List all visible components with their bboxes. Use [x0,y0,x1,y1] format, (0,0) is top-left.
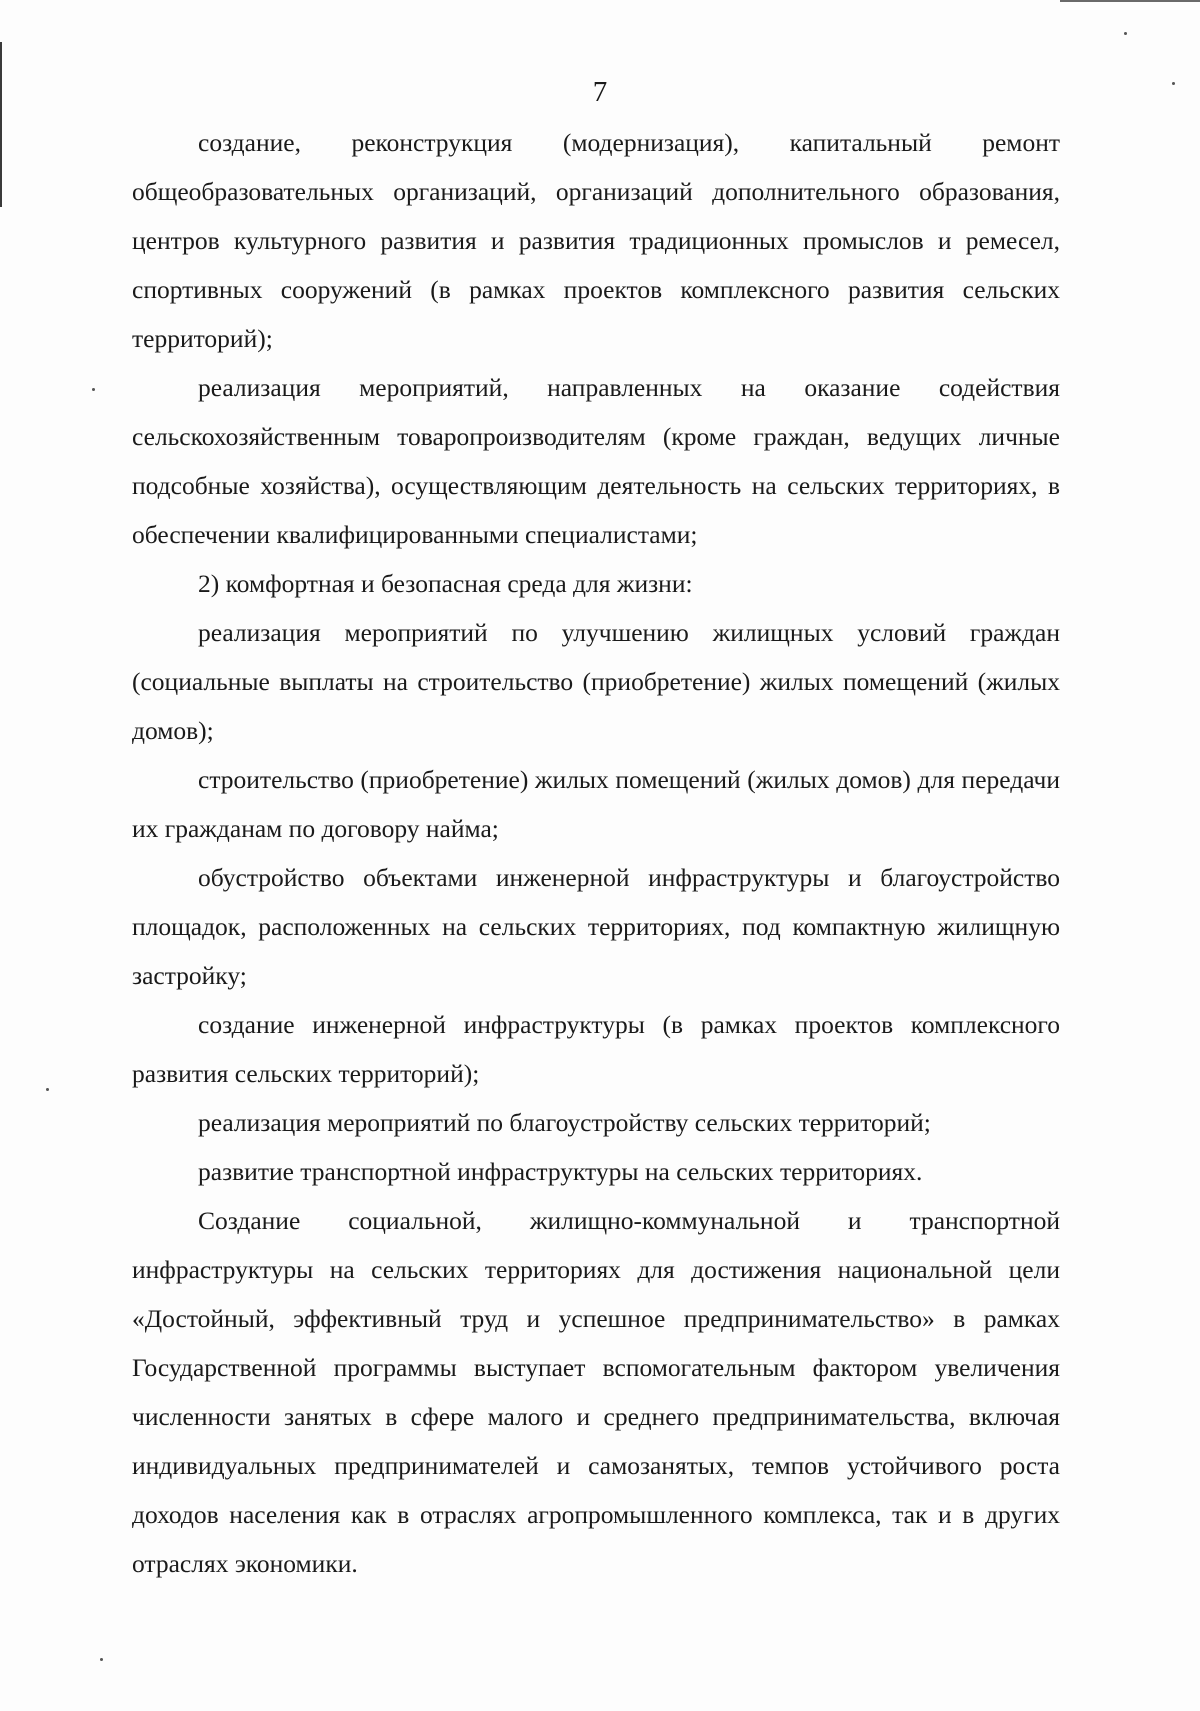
paragraph: реализация мероприятий по улучшению жилищных условий граждан (социальные выплаты на строительство (приобретение) жилых помещений (жилых домов); [132,618,1060,745]
scan-speck [46,1088,49,1091]
paragraph: реализация мероприятий по благоустройству сельских территорий; [198,1108,931,1137]
scan-speck [92,388,95,391]
paragraph: создание инженерной инфраструктуры (в рамках проектов комплексного развития сельских территорий); [132,1010,1060,1088]
scan-speck [100,1658,103,1661]
paragraph: строительство (приобретение) жилых помещений (жилых домов) для передачи их гражданам по договору найма; [132,765,1060,843]
scan-top-line [1060,0,1200,2]
paragraph: создание, реконструкция (модернизация), капитальный ремонт общеобразовательных организаций, организаций дополнительного образования, центров культурного развития и развития традиционных промыслов и ремесел, спортивных сооружений (в рамках проектов комплексного развития сельских территорий); [132,128,1060,353]
paragraph: обустройство объектами инженерной инфраструктуры и благоустройство площадок, расположенных на сельских территориях, под компактную жилищную застройку; [132,863,1060,990]
paragraph: Создание социальной, жилищно-коммунальной и транспортной инфраструктуры на сельских территориях для достижения национальной цели «Достойный, эффективный труд и успешное предпринимательство» в рамках Государственной программы выступает вспомогательным фактором увеличения численности занятых в сфере малого и среднего предпринимательства, включая индивидуальных предпринимателей и самозанятых, темпов устойчивого роста доходов населения как в отраслях агропромышленного комплекса, так и в других отраслях экономики. [132,1206,1060,1578]
page-number: 7 [592,76,608,108]
paragraph: реализация мероприятий, направленных на оказание содействия сельскохозяйственным товаропроизводителям (кроме граждан, ведущих личные подсобные хозяйства), осуществляющим деятельность на сельских территориях, в обеспечении квалифицированными специалистами; [132,373,1060,549]
scan-speck [1124,32,1127,35]
paragraph: развитие транспортной инфраструктуры на сельских территориях. [198,1157,923,1186]
scan-edge-line [0,42,2,207]
document-body [132,118,1060,1588]
paragraph: 2) комфортная и безопасная среда для жизни: [198,569,693,598]
